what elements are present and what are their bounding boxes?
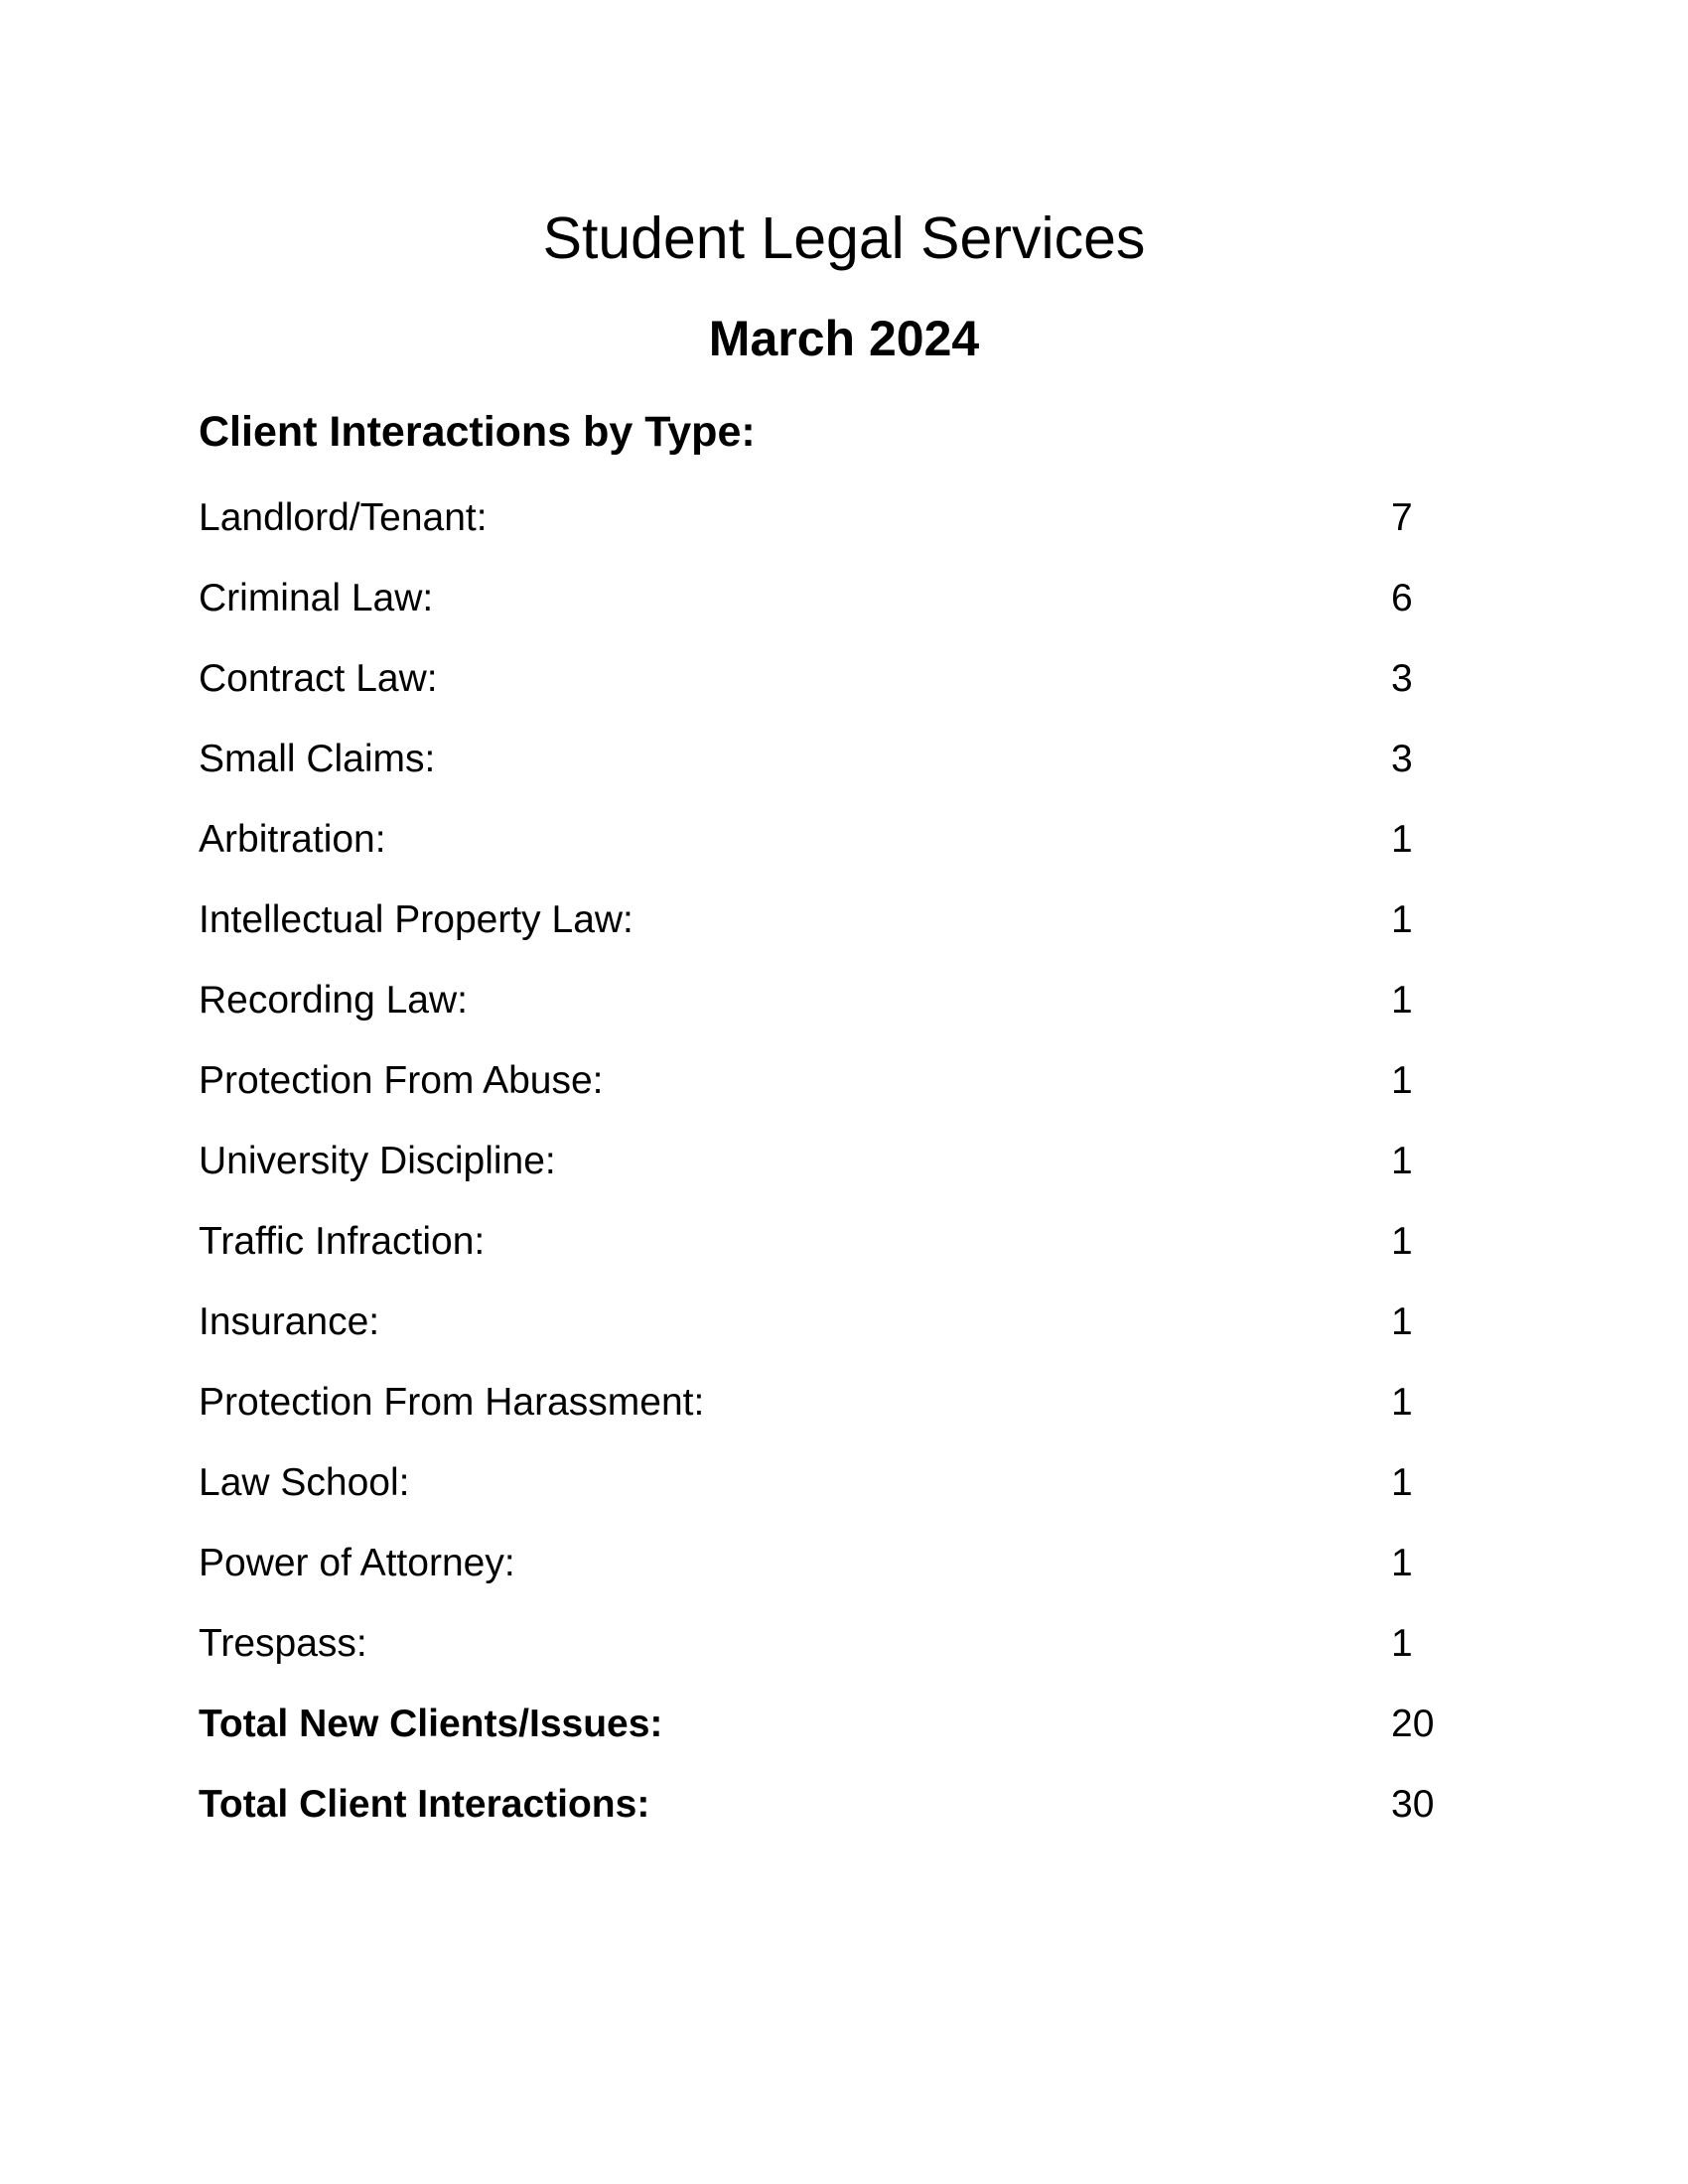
interaction-count: 1 [1391,1220,1413,1263]
interaction-type-label: Contract Law: [199,657,438,700]
list-item [199,1453,1489,1534]
interaction-type-label: Trespass: [199,1622,367,1665]
page-title: Student Legal Services [542,205,1146,271]
interaction-type-label: Traffic Infraction: [199,1220,486,1263]
interaction-count: 7 [1391,496,1413,539]
interaction-count: 1 [1391,1542,1413,1584]
interaction-type-label: Criminal Law: [199,577,434,619]
list-item [199,1373,1489,1453]
interaction-type-label: Landlord/Tenant: [199,496,488,539]
interaction-type-label: Intellectual Property Law: [199,898,633,941]
interaction-count: 3 [1391,657,1413,700]
list-item [199,1212,1489,1293]
total-new-clients-row [199,1695,1489,1775]
list-item [199,810,1489,890]
interaction-list [199,488,1489,1855]
list-item [199,890,1489,971]
interaction-count: 1 [1391,1140,1413,1182]
list-item [199,1293,1489,1373]
interaction-count: 1 [1391,1381,1413,1424]
list-item [199,569,1489,649]
interaction-type-label: Protection From Abuse: [199,1059,604,1102]
interaction-count: 1 [1391,1059,1413,1102]
interaction-type-label: Power of Attorney: [199,1542,515,1584]
interaction-type-label: Protection From Harassment: [199,1381,705,1424]
total-client-interactions-count: 30 [1391,1783,1435,1826]
list-item [199,488,1489,569]
list-item [199,1534,1489,1614]
list-item [199,971,1489,1051]
interaction-type-label: Small Claims: [199,738,436,780]
interaction-type-label: Arbitration: [199,818,386,861]
interaction-type-label: Law School: [199,1461,410,1504]
interaction-count: 6 [1391,577,1413,619]
list-item [199,1614,1489,1695]
interaction-type-label: Insurance: [199,1300,380,1343]
list-item [199,730,1489,810]
total-client-interactions-label: Total Client Interactions: [199,1783,650,1826]
interaction-count: 3 [1391,738,1413,780]
interaction-type-label: University Discipline: [199,1140,556,1182]
interaction-count: 1 [1391,1622,1413,1665]
total-new-clients-label: Total New Clients/Issues: [199,1703,663,1745]
list-item [199,1051,1489,1132]
section-heading: Client Interactions by Type: [199,408,756,456]
total-new-clients-count: 20 [1391,1703,1435,1745]
interaction-type-label: Recording Law: [199,979,468,1022]
list-item [199,649,1489,730]
total-client-interactions-row [199,1775,1489,1855]
page-subtitle: March 2024 [708,311,980,366]
list-item [199,1132,1489,1212]
interaction-count: 1 [1391,898,1413,941]
interaction-count: 1 [1391,1300,1413,1343]
interaction-count: 1 [1391,979,1413,1022]
interaction-count: 1 [1391,818,1413,861]
interaction-count: 1 [1391,1461,1413,1504]
